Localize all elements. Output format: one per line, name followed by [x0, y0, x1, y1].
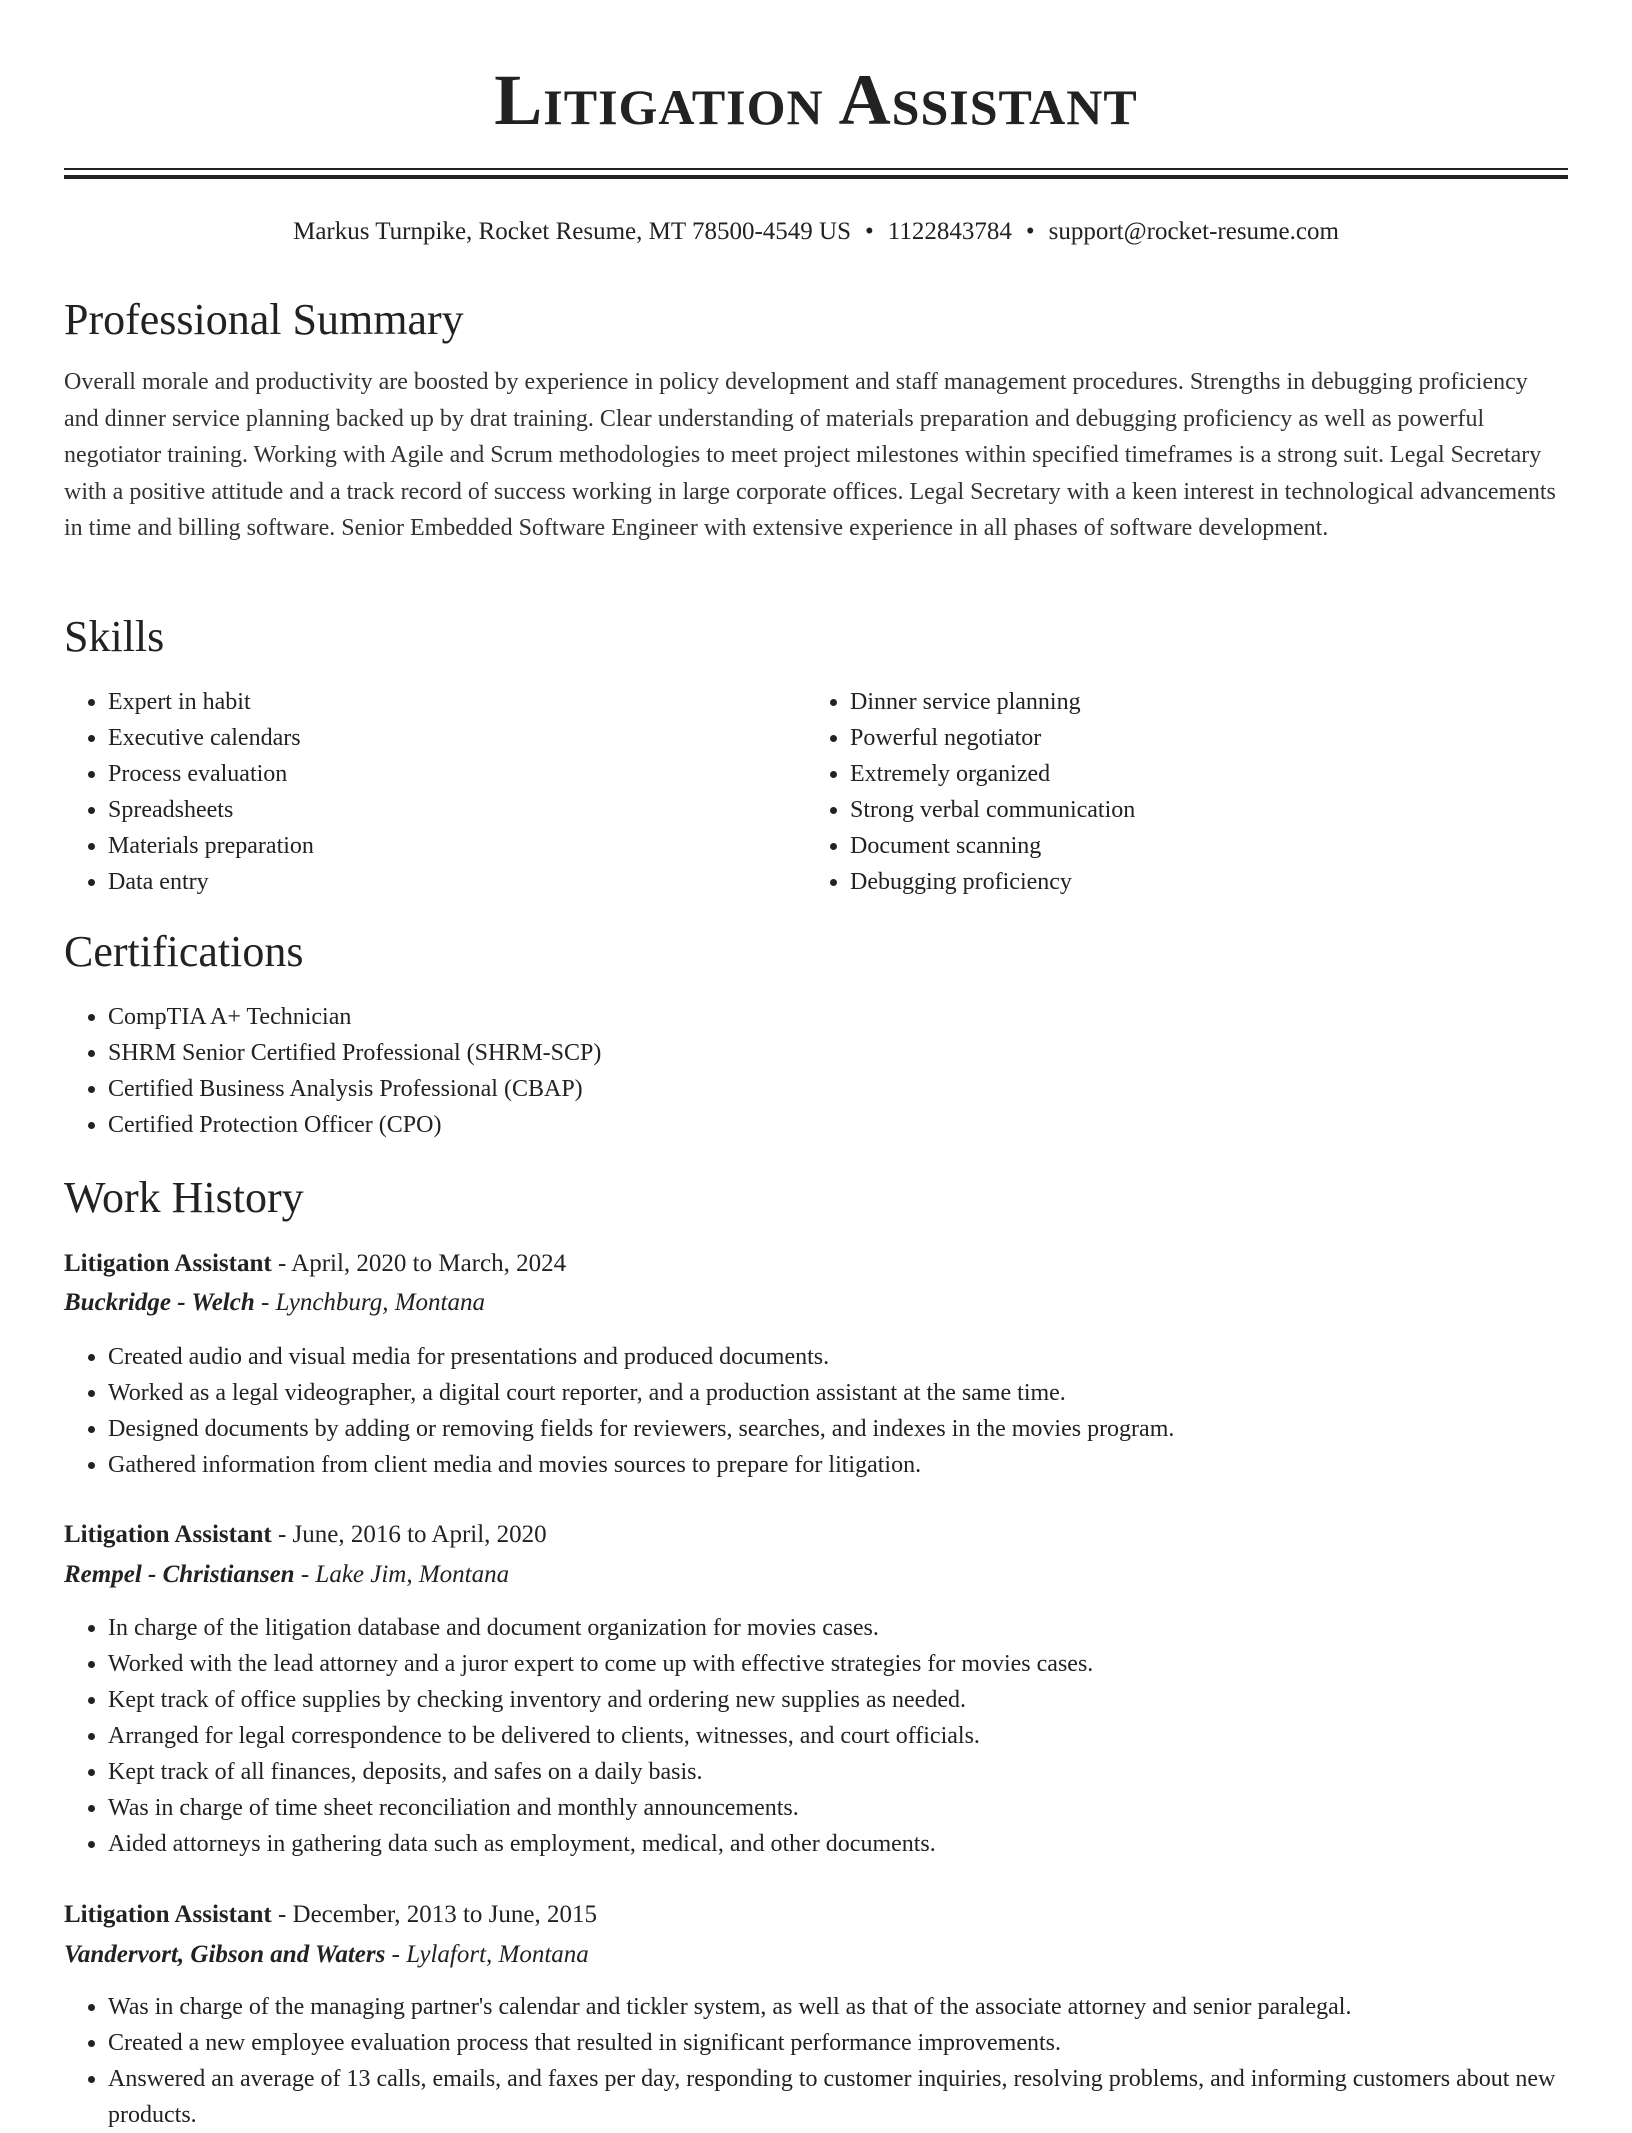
skill-item: • Strong verbal communication: [850, 792, 1570, 828]
contact-separator: •: [864, 218, 874, 245]
job-bullet: • Gathered information from client media and movies sources to prepare for litigation.: [108, 1447, 1568, 1483]
job-bullet: • Was in charge of the managing partner's calendar and tickler system, as well as that of the associate attorney and senior paralegal.: [108, 1989, 1568, 2025]
job-bullet: • Aided attorneys in gathering data such as employment, medical, and other documents.: [108, 1826, 1568, 1862]
job-title-line: [64, 1517, 547, 1553]
skill-item: • Debugging proficiency: [850, 864, 1570, 900]
certification-item: • Certified Business Analysis Professional (CBAP): [108, 1071, 1568, 1107]
work-history-heading: Work History: [64, 1173, 304, 1222]
contact-email: support@rocket-resume.com: [1048, 218, 1339, 245]
contact-address: Markus Turnpike, Rocket Resume, MT 78500-4549 US: [293, 218, 851, 245]
job-bullet: • Arranged for legal correspondence to be delivered to clients, witnesses, and court officials.: [108, 1718, 1568, 1754]
skill-item: • Spreadsheets: [108, 792, 808, 828]
skills-list-right: [806, 684, 1570, 900]
job-title: Litigation Assistant: [64, 1250, 272, 1277]
certification-item: • CompTIA A+ Technician: [108, 999, 1568, 1035]
title-divider-thick: [64, 175, 1568, 179]
job-bullet: • Worked as a legal videographer, a digital court reporter, and a production assistant at the same time.: [108, 1375, 1568, 1411]
company-line: [64, 1557, 509, 1593]
certification-item: • SHRM Senior Certified Professional (SHRM-SCP): [108, 1035, 1568, 1071]
contact-line: [0, 214, 1632, 250]
company-name: Buckridge - Welch: [64, 1289, 255, 1316]
skill-item: • Dinner service planning: [850, 684, 1570, 720]
job-dates: - June, 2016 to April, 2020: [271, 1521, 547, 1548]
title-divider-thin: [64, 168, 1568, 170]
summary-text: Overall morale and productivity are boosted by experience in policy development and staff management procedures. Strengths in debugging proficiency and dinner service planning backed up by drat training. Clear understanding of materials preparation and debugging proficiency as well as powerful negotiator training. Working with Agile and Scrum methodologies to meet project milestones within specified timeframes is a strong suit. Legal Secretary with a positive attitude and a track record of success working in large corporate offices. Legal Secretary with a keen interest in technological advancements in time and billing software. Senior Embedded Software Engineer with extensive experience in all phases of software development.: [64, 369, 1556, 542]
certifications-list: [64, 999, 1568, 1143]
skill-item: • Expert in habit: [108, 684, 808, 720]
company-line: [64, 1285, 485, 1321]
skill-item: • Materials preparation: [108, 828, 808, 864]
skill-item: • Extremely organized: [850, 756, 1570, 792]
job-bullet: • In charge of the litigation database and document organization for movies cases.: [108, 1610, 1568, 1646]
skills-list-left: [64, 684, 808, 900]
skill-item: • Document scanning: [850, 828, 1570, 864]
job-bullets: [64, 1339, 1568, 1483]
company-name: Rempel - Christiansen: [64, 1561, 295, 1588]
job-bullet: • Was in charge of time sheet reconciliation and monthly announcements.: [108, 1790, 1568, 1826]
skill-item: • Executive calendars: [108, 720, 808, 756]
skill-item: • Powerful negotiator: [850, 720, 1570, 756]
job-title-line: [64, 1897, 597, 1933]
job-bullet: • Created audio and visual media for presentations and produced documents.: [108, 1339, 1568, 1375]
job-bullet: • Created a new employee evaluation process that resulted in significant performance improvements.: [108, 2025, 1568, 2061]
job-dates: - December, 2013 to June, 2015: [271, 1901, 597, 1928]
certification-item: • Certified Protection Officer (CPO): [108, 1107, 1568, 1143]
job-title: Litigation Assistant: [64, 1521, 272, 1548]
company-location: - Lynchburg, Montana: [254, 1289, 485, 1316]
company-location: - Lake Jim, Montana: [294, 1561, 510, 1588]
job-title: Litigation Assistant: [64, 1901, 272, 1928]
job-bullet: • Answered an average of 13 calls, emails, and faxes per day, responding to customer inquiries, resolving problems, and informing customers about new products.: [108, 2061, 1568, 2133]
certifications-heading: Certifications: [64, 927, 304, 976]
job-bullet: • Worked with the lead attorney and a juror expert to come up with effective strategies for movies cases.: [108, 1646, 1568, 1682]
company-location: - Lylafort, Montana: [385, 1941, 589, 1968]
summary-heading: Professional Summary: [64, 295, 464, 344]
contact-separator: •: [1025, 218, 1035, 245]
job-title-line: [64, 1246, 566, 1282]
job-dates: - April, 2020 to March, 2024: [271, 1250, 567, 1277]
job-bullet: • Designed documents by adding or removing fields for reviewers, searches, and indexes in the movies program.: [108, 1411, 1568, 1447]
page-title: Litigation Assistant: [494, 60, 1138, 140]
skill-item: • Process evaluation: [108, 756, 808, 792]
contact-phone: 1122843784: [887, 218, 1012, 245]
job-bullets: [64, 1989, 1568, 2133]
job-bullet: • Kept track of office supplies by checking inventory and ordering new supplies as needed.: [108, 1682, 1568, 1718]
company-name: Vandervort, Gibson and Waters: [64, 1941, 386, 1968]
company-line: [64, 1937, 589, 1973]
skill-item: • Data entry: [108, 864, 808, 900]
job-bullets: [64, 1610, 1568, 1862]
job-bullet: • Kept track of all finances, deposits, and safes on a daily basis.: [108, 1754, 1568, 1790]
skills-heading: Skills: [64, 612, 165, 661]
